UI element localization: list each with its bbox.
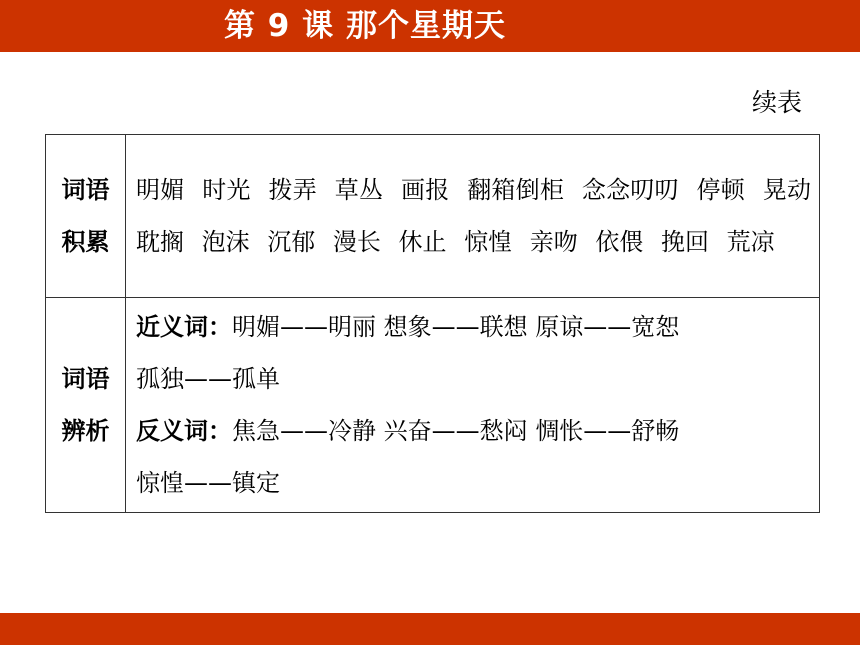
table-row-analysis <box>46 298 820 513</box>
antonyms-pairs: 焦急——冷静 兴奋——愁闷 惆怅——舒畅 <box>232 417 680 445</box>
table-row-accumulation <box>46 135 820 298</box>
antonyms-line <box>136 405 811 457</box>
antonyms-label: 反义词： <box>136 417 232 445</box>
row-label-line: 词语 <box>61 365 110 393</box>
footer-banner <box>0 613 860 645</box>
header-banner <box>0 0 860 52</box>
row-label-analysis <box>46 298 126 513</box>
continued-label: 续表 <box>751 88 802 117</box>
accumulation-words: 明媚 时光 拨弄 草丛 画报 翻箱倒柜 念念叨叨 停顿 晃动 耽搁 泡沫 沉郁 漫长 休止 惊惶 亲吻 依偎 挽回 荒凉 <box>126 135 820 298</box>
synonyms-continuation: 孤独——孤单 <box>136 365 280 393</box>
synonyms-line <box>136 301 811 353</box>
analysis-content <box>126 298 820 513</box>
row-label-accumulation <box>46 135 126 298</box>
row-label-line: 辨析 <box>61 417 110 445</box>
synonyms-pairs: 明媚——明丽 想象——联想 原谅——宽恕 <box>232 313 680 341</box>
antonyms-continuation: 惊惶——镇定 <box>136 469 280 497</box>
row-label-line: 词语 <box>61 176 110 204</box>
synonyms-label: 近义词： <box>136 313 232 341</box>
row-label-line: 积累 <box>61 228 110 256</box>
lesson-title: 第 9 课 那个星期天 <box>224 8 506 44</box>
vocabulary-table <box>45 134 820 513</box>
